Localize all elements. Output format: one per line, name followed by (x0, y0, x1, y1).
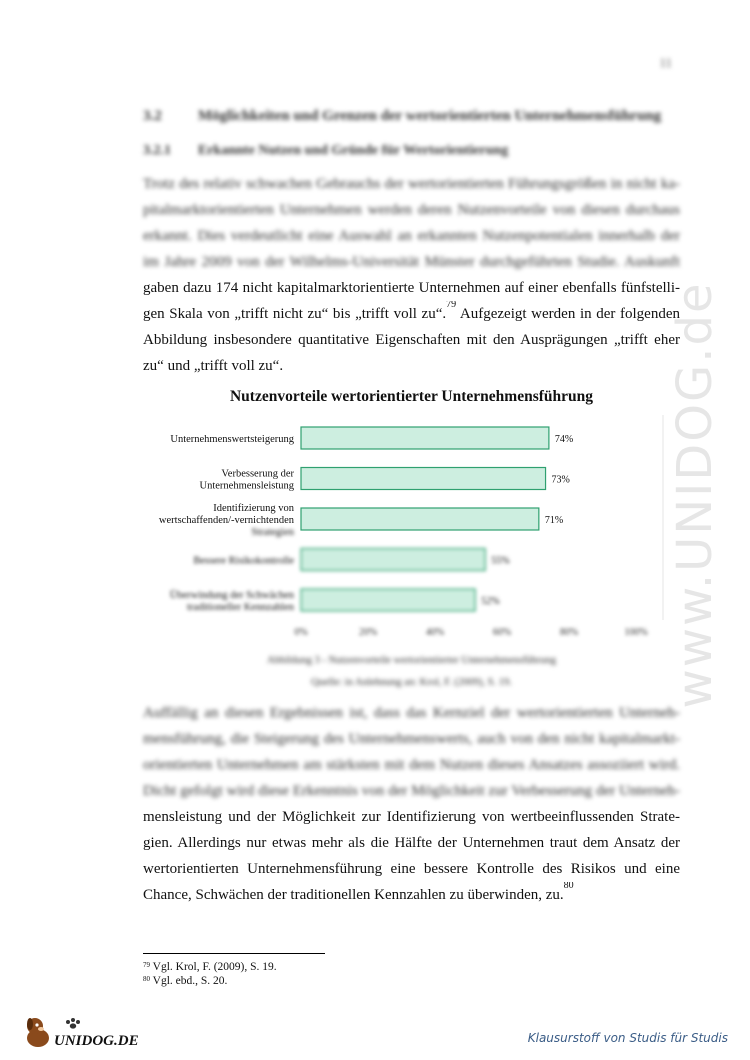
data-label: 52% (481, 596, 500, 607)
x-tick-label: 40% (425, 627, 445, 638)
x-tick-label: 80% (559, 627, 579, 638)
data-label: 74% (554, 434, 574, 445)
watermark: www.UNIDOG.de (667, 281, 723, 709)
category-label: Unternehmenswertsteigerung (170, 434, 294, 445)
category-label: Identifizierung von (213, 503, 294, 514)
category-label: Verbesserung der (221, 468, 294, 480)
footnote: $^{79}$ Vgl. Krol, F. (2009), S. 19. (143, 961, 277, 973)
figure-caption: Abbildung 3 - Nutzenvorteile wertorientierter Unternehmensführung (267, 655, 556, 666)
text-line: Auffällig an diesen Ergebnissen ist, dass das Kernziel der wertorientierten Unterneh- (143, 705, 680, 721)
text-line: mensleistung und der Möglichkeit zur Identifizierung von wertbeeinflussenden Strate- (143, 809, 680, 825)
text-line: gien. Allerdings nur etwas mehr als die Hälfte der Unternehmen traut dem Ansatz der (143, 835, 680, 851)
data-label: 73% (551, 474, 570, 486)
footnote-ref: 79 (446, 301, 457, 310)
x-tick-label: 0% (294, 627, 308, 638)
x-tick-label: 100% (624, 627, 648, 638)
subsection-number: 3.2.1 (143, 143, 171, 158)
subsection-heading (143, 143, 508, 159)
footer-tagline: Klausurstoff von Studis für Studis (527, 1031, 728, 1045)
figure-source: Quelle: in Anlehnung an: Krol, F. (2009), S. 19. (311, 677, 512, 688)
bar-chart (143, 415, 680, 645)
bar (301, 468, 546, 490)
footnote: $^{80}$ Vgl. ebd., S. 20. (143, 975, 228, 987)
chart-title: Nutzenvorteile wertorientierter Unternehmensführung (229, 388, 593, 405)
section-heading (143, 108, 661, 125)
bar (301, 427, 549, 449)
bar (301, 549, 485, 571)
bar (301, 589, 475, 611)
text-line: Chance, Schwächen der traditionellen Kennzahlen zu überwinden, zu.$^{80}$ (143, 882, 574, 903)
text-line: wertorientierten Unternehmensführung eine bessere Kontrolle des Risikos und eine (143, 861, 680, 877)
x-tick-label: 60% (492, 627, 512, 638)
category-label: Bessere Risikokontrolle (193, 555, 294, 567)
category-label: traditioneller Kennzahlen (187, 602, 294, 613)
text-line: erkannt. Dies verdeutlicht eine Auswahl an erkannten Nutzenpotentialen innerhalb der (143, 228, 680, 244)
unidog-logo[interactable] (22, 1014, 152, 1050)
bar (301, 508, 539, 530)
text-line: mensführung, die Steigerung des Unternehmenswerts, auch von den nicht kapitalmarkt- (143, 731, 680, 747)
text-line: Dicht gefolgt wird diese Erkenntnis von der Möglichkeit zur Verbesserung der Unterneh- (143, 783, 680, 799)
dog-icon (22, 1014, 152, 1050)
page-number: 11 (659, 55, 672, 70)
text-line: im Jahre 2009 von der Wilhelms-Universität Münster durchgeführten Studie. Auskunft (143, 254, 680, 270)
x-tick-label: 20% (358, 627, 378, 638)
section-title: Möglichkeiten und Grenzen der wertorientierten Unternehmensführung (198, 108, 662, 124)
text-line: orientierten Unternehmen am stärksten mit dem Nutzen dieses Ansatzes assoziiert wird. (143, 757, 680, 773)
text-line: zu“ und „trifft voll zu“. (143, 358, 284, 374)
footnote-ref: 80 (563, 882, 574, 891)
data-label: 71% (544, 515, 564, 526)
text-line: gen Skala von „trifft nicht zu“ bis „trifft voll zu“.$^{79}$ Aufgezeigt werden in der folgenden (143, 301, 680, 322)
paragraph-1 (143, 171, 680, 379)
section-number: 3.2 (143, 108, 162, 124)
subsection-title: Erkannte Nutzen und Gründe für Wertorientierung (198, 143, 509, 158)
text-line: Abbildung insbesondere quantitative Eigenschaften mit den Ausprägungen „trifft eher (143, 332, 680, 348)
text-line: gaben dazu 174 nicht kapitalmarktorientierte Unternehmen auf einer ebenfalls fünfstelli- (143, 280, 680, 296)
paragraph-2 (143, 700, 680, 908)
data-label: 55% (491, 555, 510, 567)
category-label: Strategien (251, 527, 294, 538)
text-line: pitalmarktorientierten Unternehmen werden deren Nutzenvorteile von diesen durchaus (143, 202, 680, 218)
category-label: Überwindung der Schwächen (169, 590, 294, 601)
category-label: Unternehmensleistung (199, 480, 294, 492)
text-line: Trotz des relativ schwachen Gebrauchs der wertorientierten Führungsgrößen in nicht ka- (143, 176, 680, 192)
logo-text: UNIDOG.DE (54, 1033, 139, 1049)
category-label: wertschaffenden/-vernichtenden (158, 515, 294, 526)
footnote-divider (143, 953, 325, 954)
